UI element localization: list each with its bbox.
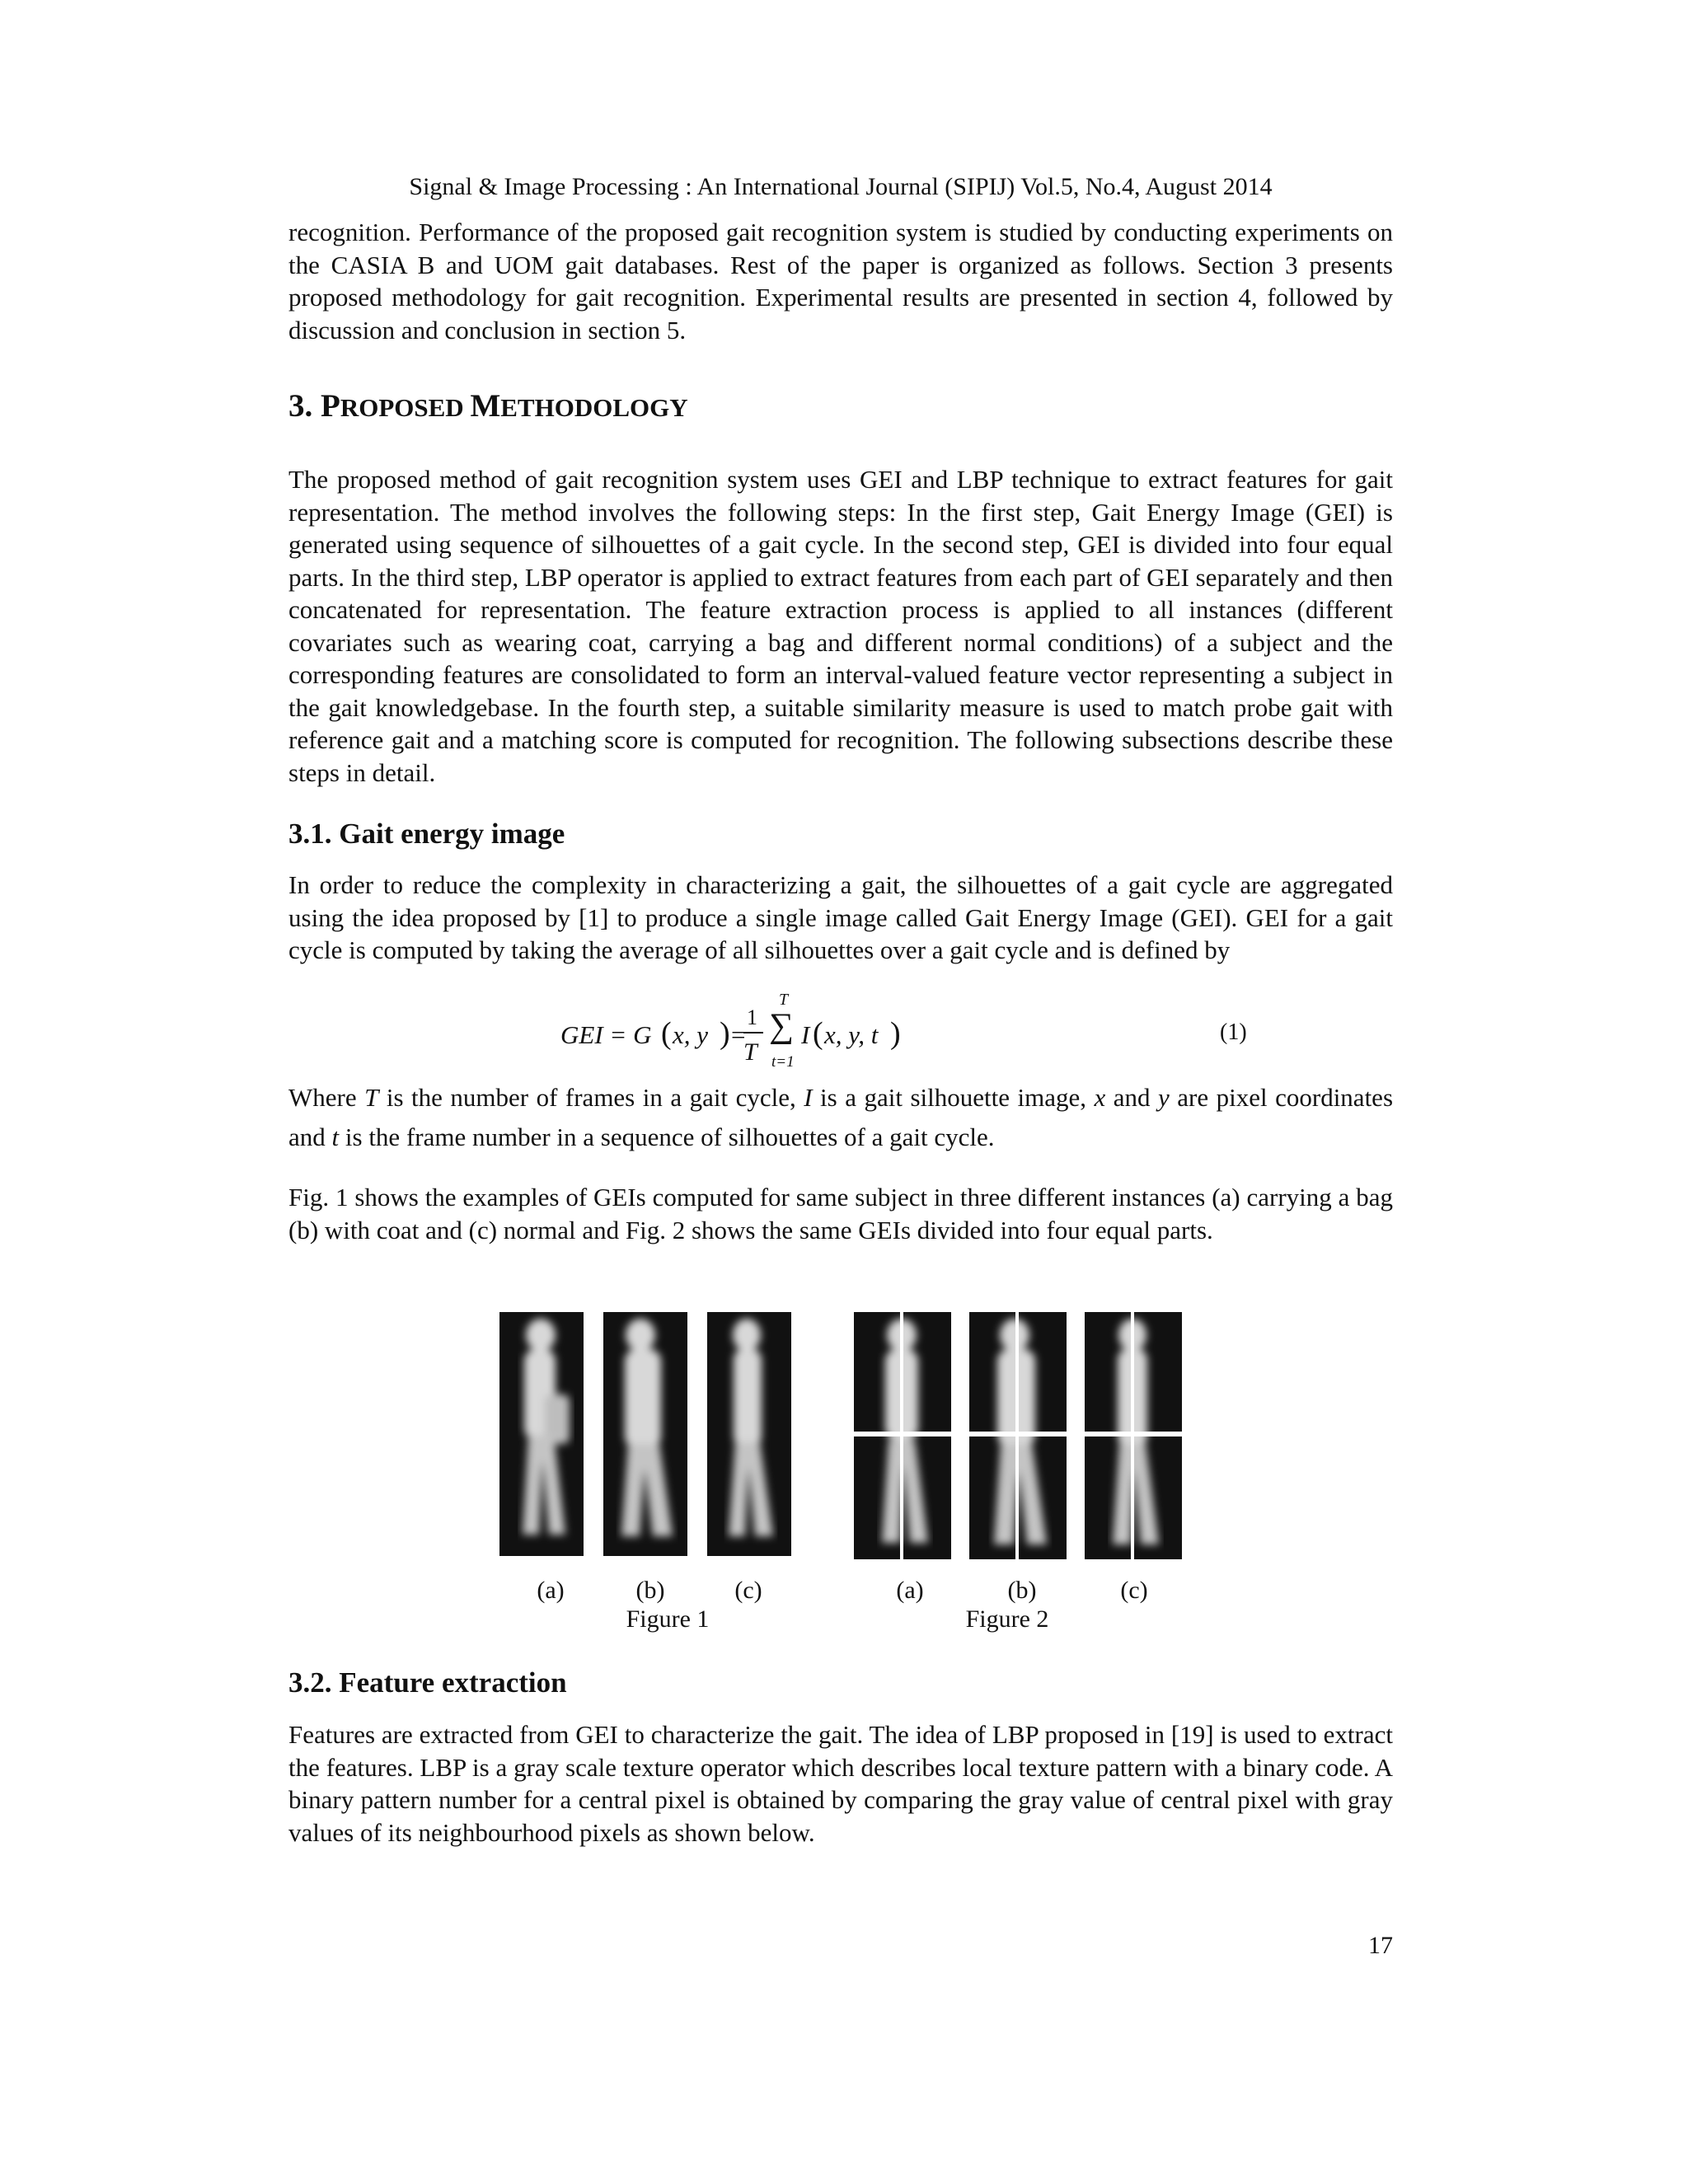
intro-paragraph: recognition. Performance of the proposed gait recognition system is studied by conducting experiments on the CASIA B and UOM gait databases. Rest of the paper is organized as follows. Section 3 presents proposed methodology for gait recognition. Experimental results are presented in section 4, followed by discussion and conclusion in section 5. [288,218,1393,344]
running-head: Signal & Image Processing : An International Journal (SIPIJ) Vol.5, No.4, August 2014 [409,173,1273,200]
subsection-3-2-title: 3.2. Feature extraction [288,1666,567,1699]
subsection-3-1-title: 3.1. Gait energy image [288,818,565,850]
figure-intro-paragraph: Fig. 1 shows the examples of GEIs computed for same subject in three different instances (a) carrying a bag (b) with coat and (c) normal and Fig. 2 shows the same GEIs divided into four equal parts. [288,1183,1393,1244]
subsection-3-1-paragraph: In order to reduce the complexity in characterizing a gait, the silhouettes of a gait cycle are aggregated using the idea proposed by [1] to produce a single image called Gait Energy Image (GEI). GEI for a gait cycle is computed by taking the average of all silhouettes over a gait cycle and is defined by [288,870,1393,964]
figure2-label-b: (b) [1007,1577,1037,1604]
where-paragraph: Where T is the number of frames in a gait cycle, I is a gait silhouette image, x and y are pixel coordinates and t is the frame number in a sequence of silhouettes of a gait cycle. [288,1083,1394,1151]
gei-image-a [499,1312,584,1556]
figure1-label-b: (b) [635,1577,665,1604]
subsection-3-2-paragraph: Features are extracted from GEI to characterize the gait. The idea of LBP proposed in [19] is used to extract the features. LBP is a gray scale texture operator which describes local texture pattern with a binary code. A binary pattern number for a central pixel is obtained by comparing the gray value of central pixel with gray values of its neighbourhood pixels as shown below. [288,1720,1393,1847]
figure1-caption: Figure 1 [626,1605,710,1633]
figure2-label-c: (c) [1120,1577,1148,1604]
section-3-paragraph: The proposed method of gait recognition system uses GEI and LBP technique to extract features for gait representation. The method involves the following steps: In the first step, Gait Energy Image (GEI) is generated using sequence of silhouettes of a gait cycle. In the second step, GEI is divided into four equal parts. In the third step, LBP operator is applied to extract features from each part of GEI separately and then concatenated for representation. The feature extraction process is applied to all instances (different covariates such as wearing coat, carrying a bag and different normal conditions) of a subject and the corresponding features are consolidated to form an interval-valued feature vector representing a subject in the gait knowledgebase. In the fourth step, a suitable similarity measure is used to match probe gait with reference gait and a matching score is computed for recognition. The following subsections describe these steps in detail. [288,465,1393,787]
figure1-label-c: (c) [734,1577,762,1604]
equation-1: GEI = G ( x, y ) = 1 T T ∑ t=1 I ( x, y, t ) [560,991,901,1071]
gei-image-c [707,1312,791,1556]
gei-image-b [603,1312,687,1556]
gei-quartered-b [969,1312,1067,1559]
gei-quartered-c [1085,1312,1182,1559]
figure2-label-a: (a) [896,1577,924,1604]
gei-quartered-a [854,1312,951,1559]
figure2-caption: Figure 2 [965,1605,1049,1633]
page-number: 17 [1368,1932,1393,1959]
figure1-label-a: (a) [537,1577,565,1604]
equation-number: (1) [1220,1019,1247,1045]
section-3-title: 3. PROPOSED METHODOLOGY [288,388,688,424]
